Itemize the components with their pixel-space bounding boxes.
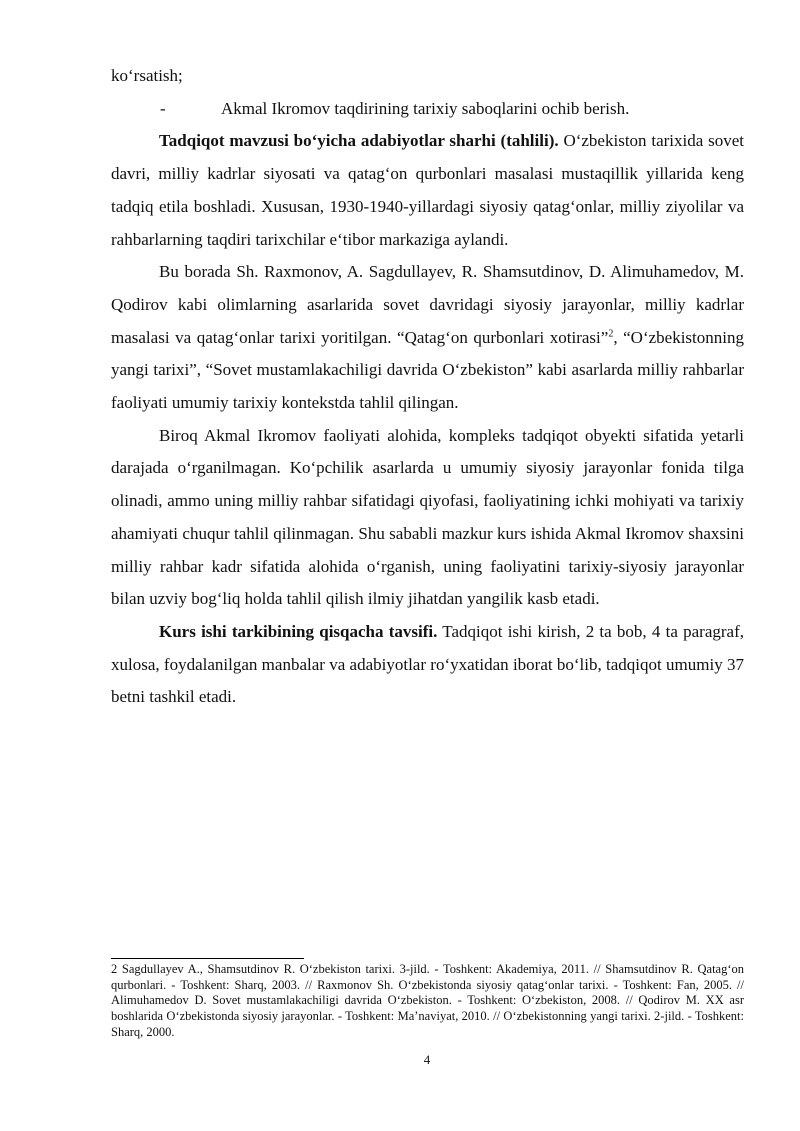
paragraph-structure <box>111 616 744 714</box>
footnote: 2 Sagdullayev A., Shamsutdinov R. Oʻzbekiston tarixi. 3-jild. - Toshkent: Akademiya, 2011. // Shamsutdinov R. Qatagʻon qurbonlari. - Toshkent: Sharq, 2003. // Raxmonov Sh. Oʻzbekistonda siyosiy qatagʻonlar tarixi. - Toshkent: Fan, 2005. // Alimuhamedov D. Sovet mustamlakachiligi davrida Oʻzbekiston. - Toshkent: Oʻzbekiston, 2008. // Qodirov M. XX asr boshlarida Oʻzbekistonda siyosiy jarayonlar. - Toshkent: Maʼnaviyat, 2010. // Oʻzbekistonning yangi tarixi. 2-jild. - Toshkent: Sharq, 2000. <box>111 962 744 1039</box>
footnote-separator <box>111 958 304 959</box>
page-number: 4 <box>423 1052 431 1067</box>
paragraph-scholars <box>111 256 744 420</box>
structure-heading: Kurs ishi tarkibining qisqacha tavsifi. <box>159 621 438 641</box>
paragraph-literature-review <box>111 125 744 256</box>
body-text <box>111 60 744 714</box>
list-item-text: Akmal Ikromov taqdirining tarixiy saboqlarini ochib berish. <box>221 98 630 118</box>
literature-review-text: Oʻzbekiston tarixida sovet davri, milliy kadrlar siyosati va qatagʻon qurbonlari masalasi mustaqillik yillarida keng tadqiq etila boshladi. Xususan, 1930-1940-yillardagi siyosiy qatagʻonlar, milliy ziyolilar va rahbarlarning taqdiri tarixchilar eʻtibor markaziga aylandi. <box>111 131 744 249</box>
list-dash: - <box>160 98 166 118</box>
list-item <box>111 93 744 126</box>
structure-text: Tadqiqot ishi kirish, 2 ta bob, 4 ta paragraf, xulosa, foydalanilgan manbalar va adabiyotlar roʻyxatidan iborat boʻlib, tadqiqot umumiy 37 betni tashkil etadi. <box>111 621 744 707</box>
footnote-reference: 2 <box>608 327 614 339</box>
scholars-text-before-note: Bu borada Sh. Raxmonov, A. Sagdullayev, R. Shamsutdinov, D. Alimuhamedov, M. Qodirov kabi olimlarning asarlarida sovet davridagi siyosiy jarayonlar, milliy kadrlar masalasi va qatagʻonlar tarixi yoritilgan. “Qatagʻon qurbonlari xotirasi” <box>111 262 744 347</box>
scholars-text-after-note: , “Oʻzbekistonning yangi tarixi”, “Sovet mustamlakachiligi davrida Oʻzbekiston” kabi asarlarda milliy rahbarlar faoliyati umumiy tarixiy kontekstda tahlil qilingan. <box>111 327 744 413</box>
paragraph-research-gap: Biroq Akmal Ikromov faoliyati alohida, kompleks tadqiqot obyekti sifatida yetarli darajada oʻrganilmagan. Koʻpchilik asarlarda u umumiy siyosiy jarayonlar fonida tilga olinadi, ammo uning milliy rahbar sifatidagi qiyofasi, faoliyatining ichki mohiyati va tarixiy ahamiyati chuqur tahlil qilinmagan. Shu sababli mazkur kurs ishida Akmal Ikromov shaxsini milliy rahbar kadr sifatida alohida oʻrganish, uning faoliyatini tarixiy-siyosiy jarayonlar bilan uzviy bogʻliq holda tahlil qilish ilmiy jihatdan yangilik kasb etadi. <box>111 425 744 609</box>
literature-review-heading: Tadqiqot mavzusi boʻyicha adabiyotlar sharhi (tahlili). <box>159 131 559 151</box>
line-continuation: koʻrsatish; <box>111 66 183 85</box>
